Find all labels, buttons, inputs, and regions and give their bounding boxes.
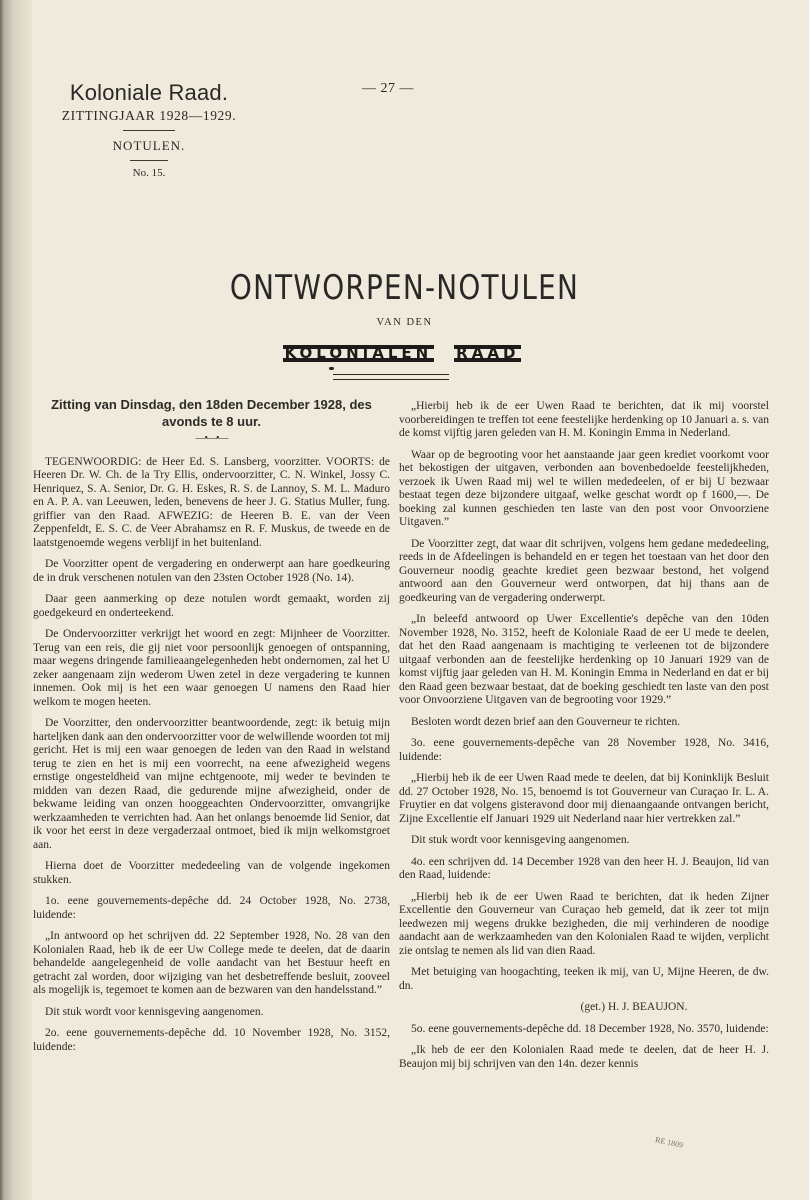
paragraph: De Voorzitter opent de vergadering en onderwerpt aan hare goedkeuring de in druk verschenen notulen van den 23sten October 1928 (No. 14). xyxy=(33,558,390,584)
paragraph: 3o. eene gouvernements-depêche van 28 November 1928, No. 3416, luidende: xyxy=(399,737,769,763)
archive-stamp: RE 1809 xyxy=(654,1135,684,1150)
left-column xyxy=(33,396,390,1062)
paragraph: De Ondervoorzitter verkrijgt het woord en zegt: Mijnheer de Voorzitter. Terug van een reis, die gij niet voor persoonlijk genoegen of ontspanning, maar wegens dringende familieaangelegenheden hebt ondernomen, zal het U zeker aangenaam zijn wederom Uwen zetel in deze vergadering te kunnen innemen. Ook mij is het een waar genoegen U namens den Raad hier welkom te mogen heeten. xyxy=(33,628,390,708)
org-name: Koloniale Raad. xyxy=(69,80,229,105)
ornament-dot xyxy=(329,367,334,370)
paragraph: „In beleefd antwoord op Uwer Excellentie's depêche van den 10den November 1928, No. 3152, heeft de Koloniale Raad de eer U mede te deelen, dat het den Raad aangenaam is machtiging te verleenen tot de bijzondere uitgaaf verbonden aan de feestelijke herdenking op 10 Januari 1929 van de komst vijftig jaar geleden van H. M. Koningin Emma in Nederland en dat er bij den Raad geen bezwaar bestaat, dat de boeking geschiedt ten laste van den post voor Onvoorziene Uitgaven van de begrooting voor 1929.” xyxy=(399,613,769,706)
title-rule-bottom xyxy=(333,379,449,380)
paragraph: Waar op de begrooting voor het aanstaande jaar geen krediet voorkomt voor het bekostigen der uitgaven, verbonden aan bovenbedoelde feestelijkheden, verzoek ik Uwen Raad mij wel te willen mededeelen, of er bij U bezwaar bestaat tegen deze bijzondere uitgaaf, welke geschat wordt op f 1600,—. De boeking zal kunnen geschieden ten laste van den post voor Onvoorziene Uitgaven.” xyxy=(399,448,769,528)
masthead xyxy=(34,80,264,179)
masthead-rule-2 xyxy=(130,160,168,161)
title-banner xyxy=(172,345,632,362)
paragraph: 1o. eene gouvernements-depêche dd. 24 October 1928, No. 2738, luidende: xyxy=(33,895,390,921)
paragraph: De Voorzitter zegt, dat waar dit schrijven, volgens hem gedane mededeeling, reeds in de Afdeelingen is behandeld en er tegen het toestaan van het door den Gouverneur noodig geachte krediet geen bezwaar bestond, het volgend antwoord aan den Gouverneur werd ontworpen, dat hij thans aan de goedkeuring van de vergadering onderwerpt. xyxy=(399,537,769,604)
paragraph: „In antwoord op het schrijven dd. 22 September 1928, No. 28 van den Kolonialen Raad, heb ik de eer Uw College mede te deelen, dat de daarin behandelde aangelegenheid de volle aandacht van het Bestuur heeft en getracht zal worden, door wijziging van het desbetreffende besluit, zooveel als mogelijk is, tegemoet te komen aan de bezwaren van den handelsstand.” xyxy=(33,930,390,996)
paragraph: Daar geen aanmerking op deze notulen wordt gemaakt, worden zij goedgekeurd en onderteekend. xyxy=(33,593,390,619)
paragraph: Dit stuk wordt voor kennisgeving aangenomen. xyxy=(45,1005,264,1018)
paragraph: Dit stuk wordt voor kennisgeving aangenomen. xyxy=(411,834,630,846)
title-van-den: VAN DEN xyxy=(376,317,433,328)
session-year: ZITTINGJAAR 1928—1929. xyxy=(61,108,237,123)
paragraph: 4o. een schrijven dd. 14 December 1928 van den heer H. J. Beaujon, lid van den Raad, luidende: xyxy=(399,855,769,881)
paragraph: 2o. eene gouvernements-depêche dd. 10 November 1928, No. 3152, luidende: xyxy=(33,1027,390,1053)
paragraph: De Voorzitter, den ondervoorzitter beantwoordende, zegt: ik betuig mijn harteljken dank aan den ondervoorzitter voor de welwillende woorden tot mij gericht. Het is mij een waar genoegen de leden van den Raad in welstand terug te zien en het is mij een voorrecht, na eene afwezigheid wegens ernstige ongesteldheid van mijne echtgenoote, mij weder te bevinden te midden van dezen Raad, die gedurende mijne afwezigheid, onder de bekwame leiding van onzen hooggeachten Ondervoorzitter, omvangrijke werkzaamheden te verrichten had. Aan het onlangs benoemde lid Senior, dat ik voor het eerst in deze vergaderzaal ontmoet, bied ik mijn welkomstgroet aan. xyxy=(33,717,390,851)
ornament-divider: —•—•— xyxy=(195,433,228,444)
banner-word-raad: RAAD xyxy=(456,344,520,362)
signature-line: (get.) H. J. BEAUJON. xyxy=(580,1001,688,1013)
paragraph: Besloten wordt dezen brief aan den Gouverneur te richten. xyxy=(411,715,681,728)
paragraph: „Hierbij heb ik de eer Uwen Raad mede te deelen, dat bij Koninklijk Besluit dd. 27 October 1928, No. 15, benoemd is tot Gouverneur van Curaçao Ir. L. A. Fruytier en dat volgens gisteravond door mij dienaangaande ontvangen bericht, Zijne Excellentie elf Januari 1929 uit Nederland naar hier vertrekken zal.” xyxy=(399,772,769,825)
right-column xyxy=(399,400,769,1079)
paragraph: Hierna doet de Voorzitter mededeeling van de volgende ingekomen stukken. xyxy=(33,860,390,886)
sitting-heading: Zitting van Dinsdag, den 18den December 1928, des avonds te 8 uur. xyxy=(51,397,372,429)
page-number: — 27 — xyxy=(362,81,414,96)
paragraph: „Hierbij heb ik de eer Uwen Raad te berichten, dat ik heden Zijner Excellentie den Gouverneur van Curaçao heb gemeld, dat ik zeer tot mijn leedwezen mij wegens drukke bezigheden, die mij verhinderen de noodige aandacht aan de werkzaamheden van den Kolonialen Raad te wijden, verplicht zie ontslag te nemen als lid van dien Raad. xyxy=(399,890,769,957)
document-title: ONTWORPEN-NOTULEN xyxy=(229,268,580,308)
banner-word-kolonialen: KOLONIALEN xyxy=(284,344,433,362)
title-rule-top xyxy=(333,374,449,375)
page-binding-edge xyxy=(0,0,32,1200)
paragraph: Met betuiging van hoogachting, teeken ik mij, van U, Mijne Heeren, de dw. dn. xyxy=(399,966,769,992)
paragraph: „Hierbij heb ik de eer Uwen Raad te berichten, dat ik mij voorstel voorbereidingen te treffen tot eene feestelijke herdenking op 10 Januari a. s. van de komst vijftig jaren geleden van H. M. Koningin Emma in Nederland. xyxy=(399,400,769,439)
paragraph: 5o. eene gouvernements-depêche dd. 18 December 1928, No. 3570, luidende: xyxy=(411,1022,769,1035)
attendance-paragraph: TEGENWOORDIG: de Heer Ed. S. Lansberg, voorzitter. VOORTS: de Heeren Dr. W. Ch. de la Try Ellis, ondervoorzitter, C. N. Winkel, Jossy C. Henriquez, S. A. Senior, Dr. G. H. Eskes, R. S. de Lannoy, S. M. L. Maduro en A. P. A. van Leeuwen, leden, benevens de heer J. G. Statius Muller, fung. griffier van den Raad. AFWEZIG: de Heeren B. E. van der Veen Zeppenfeldt, E. S. C. de Veer Abrahamsz en R. F. Muskus, de tweede en de laatstgenoemde wegens verblijf in het buitenland. xyxy=(33,455,390,549)
paragraph: „Ik heb de eer den Kolonialen Raad mede te deelen, dat de heer H. J. Beaujon mij bij schrijven van den 14n. dezer kennis xyxy=(399,1044,769,1070)
notulen-label: NOTULEN. xyxy=(112,138,186,153)
masthead-rule xyxy=(123,130,175,131)
issue-number: No. 15. xyxy=(132,167,166,179)
